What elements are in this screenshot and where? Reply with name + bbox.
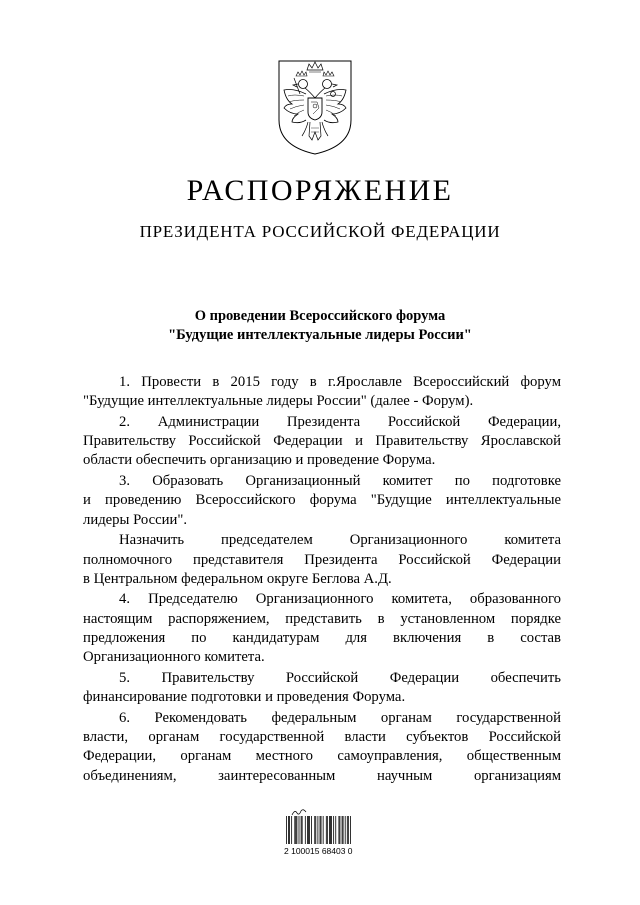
barcode-bar xyxy=(335,816,336,844)
issuer-subtitle: ПРЕЗИДЕНТА РОССИЙСКОЙ ФЕДЕРАЦИИ xyxy=(139,222,501,241)
text-line: "Будущие интеллектуальные лидеры России" (далее - Форум). xyxy=(83,393,474,410)
text-line: Организационного комитета. xyxy=(83,649,265,666)
barcode xyxy=(284,808,354,856)
document-type-title: РАСПОРЯЖЕНИЕ xyxy=(186,174,454,207)
text-line: и проведению Всероссийского форума "Будущие интеллектуальные xyxy=(83,492,561,509)
text-line: области обеспечить организацию и проведение Форума. xyxy=(83,452,436,469)
barcode-bar xyxy=(288,816,289,844)
barcode-bar xyxy=(345,816,346,844)
document-body xyxy=(83,373,561,787)
text-line: объединениям, заинтересованным научным организациям xyxy=(83,767,561,784)
text-line: 3. Образовать Организационный комитет по подготовке xyxy=(119,473,561,490)
coat-of-arms-icon xyxy=(276,58,354,156)
barcode-bar xyxy=(327,816,328,844)
paragraph xyxy=(83,373,561,412)
barcode-bar xyxy=(297,816,298,844)
barcode-bar xyxy=(326,816,327,844)
barcode-bar xyxy=(289,816,290,844)
paragraph xyxy=(83,709,561,786)
text-line: полномочного представителя Президента Российской Федерации xyxy=(83,551,561,568)
text-line: финансирование подготовки и проведения Форума. xyxy=(83,689,406,706)
paragraph xyxy=(83,413,561,471)
paragraph xyxy=(83,669,561,708)
text-line: Федерации, органам местного самоуправления, общественным xyxy=(83,748,561,765)
barcode-bar xyxy=(321,816,322,844)
barcode-bars xyxy=(284,816,354,846)
paragraph xyxy=(83,531,561,589)
text-line: лидеры России". xyxy=(83,511,188,528)
barcode-bar xyxy=(314,816,315,844)
text-line: Назначить председателем Организационного комитета xyxy=(119,532,561,549)
barcode-bar xyxy=(340,816,341,844)
barcode-number: 2 100015 68403 0 xyxy=(284,846,353,856)
barcode-bar xyxy=(330,816,331,844)
barcode-bar xyxy=(323,816,324,844)
document-heading-line-1: О проведении Всероссийского форума xyxy=(194,308,446,324)
barcode-bar xyxy=(305,816,306,844)
barcode-bar xyxy=(311,816,312,844)
barcode-bar xyxy=(299,816,300,844)
barcode-bar xyxy=(308,816,309,844)
text-line: 5. Правительству Российской Федерации обеспечить xyxy=(119,669,561,686)
barcode-bar xyxy=(350,816,351,844)
barcode-bar xyxy=(318,816,319,844)
text-line: Правительству Российской Федерации и Правительству Ярославской xyxy=(83,433,561,450)
barcode-bar xyxy=(333,816,334,844)
paragraph xyxy=(83,472,561,530)
barcode-bar xyxy=(294,816,295,844)
text-line: 1. Провести в 2015 году в г.Ярославле Всероссийский форум xyxy=(119,374,561,390)
barcode-bar xyxy=(302,816,303,844)
barcode-bar xyxy=(315,816,316,844)
barcode-bar xyxy=(342,816,343,844)
document-heading-line-2: "Будущие интеллектуальные лидеры России" xyxy=(168,326,472,343)
barcode-bar xyxy=(331,816,332,844)
barcode-bar xyxy=(295,816,296,844)
barcode-bar xyxy=(291,816,292,844)
text-line: в Центральном федеральном округе Беглова А.Д. xyxy=(83,570,392,587)
barcode-bar xyxy=(347,816,348,844)
barcode-bar xyxy=(286,816,287,844)
paragraph xyxy=(83,590,561,667)
barcode-bar xyxy=(309,816,310,844)
barcode-bar xyxy=(301,816,302,844)
text-line: настоящим распоряжением, представить в установленном порядке xyxy=(83,610,561,627)
text-line: 4. Председателю Организационного комитета, образованного xyxy=(119,591,561,608)
barcode-bar xyxy=(307,816,308,844)
barcode-bar xyxy=(343,816,344,844)
barcode-bar xyxy=(339,816,340,844)
barcode-bar xyxy=(320,816,321,844)
text-line: власти, органам государственной власти субъектов Российской xyxy=(83,729,561,746)
text-line: 2. Администрации Президента Российской Федерации, xyxy=(119,413,561,430)
document-heading xyxy=(0,307,640,344)
text-line: предложения по кандидатурам для включения в состав xyxy=(83,630,561,647)
barcode-bar xyxy=(329,816,330,844)
text-line: 6. Рекомендовать федеральным органам государственной xyxy=(119,709,561,726)
barcode-bar xyxy=(348,816,349,844)
